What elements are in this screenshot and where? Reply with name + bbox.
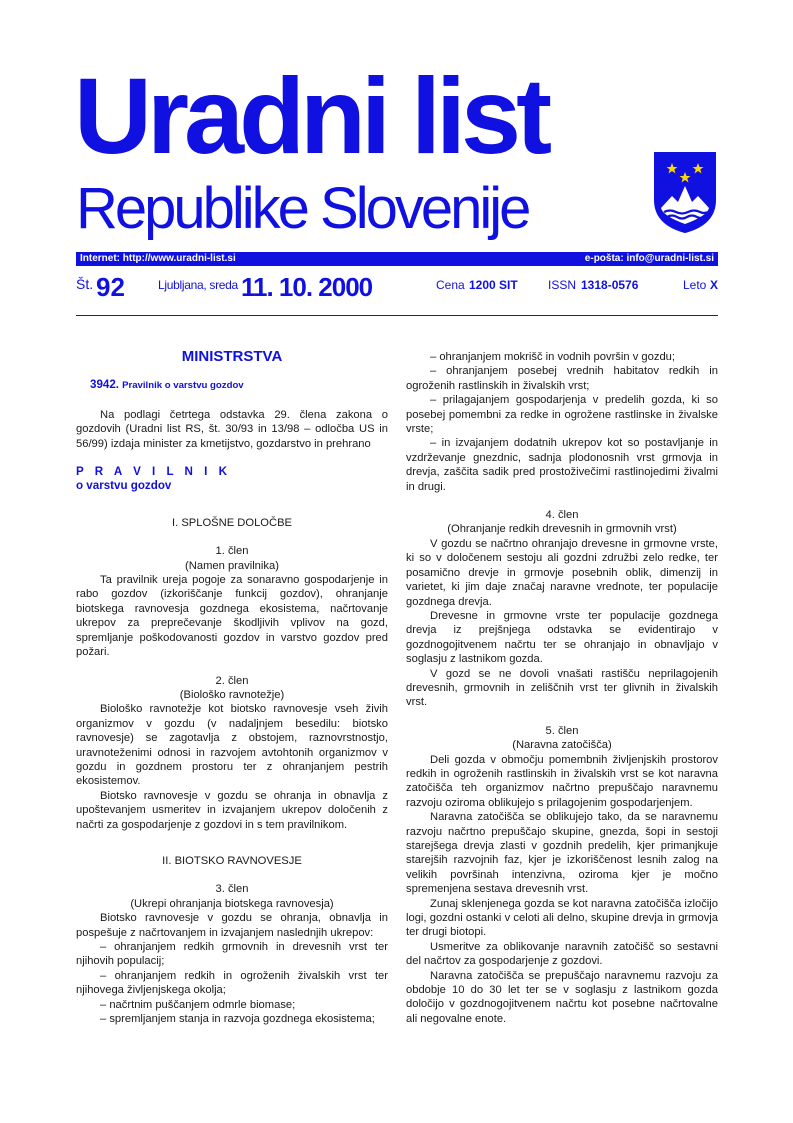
list-item: – ohranjanjem mokrišč in vodnih površin v gozdu; xyxy=(430,351,676,363)
paragraph: Zunaj sklenjenega gozda se kot naravna zatočišča izločijo logi, gozdni ostanki v celoti ali delno, skupine drevja in grmovja ter drugi biotopi. xyxy=(406,897,718,939)
issue-number-label: Št. xyxy=(76,276,94,292)
article-title: (Namen pravilnika) xyxy=(185,559,279,572)
slovenia-coat-of-arms-icon xyxy=(652,150,718,234)
year-label: Leto xyxy=(683,278,707,292)
issue-number: 92 xyxy=(96,272,125,302)
email-link[interactable]: e-pošta: info@uradni-list.si xyxy=(584,253,714,264)
article-title: (Ohranjanje redkih drevesnih in grmovnih vrst) xyxy=(447,523,677,536)
issn-label: ISSN xyxy=(548,278,577,292)
paragraph: Naravna zatočišča se oblikujejo tako, da se naravnemu razvoju načrtno prepuščajo skupine, gnezda, šopi in sestoji starejšega drevja zlasti v gozdnih predelih, kjer primanjkuje starejših razvojnih faz, kjer je izkoriščenost lesnih zalog na velikih površinah intenzivna, oziroma kjer je močno spremenjena sestava drevesnih vrst. xyxy=(406,811,718,896)
price-label: Cena xyxy=(436,278,465,292)
paragraph: V gozdu se načrtno ohranjajo drevesne in grmovne vrste, ki so v določenem sestoju ali gozdni združbi zelo redke, ter posamično drevje in grmovje posebnih oblik, dimenzij in varietet, ki jim daje značaj naravne vrednote, ter populacije gozdnega drevja. xyxy=(406,537,718,608)
part-heading: II. BIOTSKO RAVNOVESJE xyxy=(162,854,302,867)
list-item: – ohranjanjem posebej vrednih habitatov redkih in ogroženih rastlinskih in živalskih vrst; xyxy=(406,365,718,392)
right-column xyxy=(406,350,718,1026)
article-number: 4. člen xyxy=(545,509,579,522)
paragraph: Biotsko ravnovesje v gozdu se ohranja, obnavlja in pospešuje z načrtovanjem in izvajanjem naslednjih ukrepov: xyxy=(76,912,388,939)
website-link[interactable]: Internet: http://www.uradni-list.si xyxy=(80,253,236,264)
list-item: – spremljanjem stanja in razvoja gozdnega ekosistema; xyxy=(100,1013,375,1026)
issue-place-day: Ljubljana, sreda xyxy=(158,278,238,292)
header-divider xyxy=(76,315,718,316)
article-number: 3. člen xyxy=(215,883,249,896)
paragraph: Drevesne in grmovne vrste ter populacije gozdnega drevja iz prejšnjega odstavka se evidentirajo v gozdnogojitvenem načrtu ter se ohranjajo in obnavljajo v soglasju z lastnikom gozda. xyxy=(406,609,718,666)
left-column xyxy=(76,350,388,1026)
issn-value: 1318-0576 xyxy=(581,278,639,292)
paragraph: V gozd se ne dovoli vnašati rastišču neprilagojenih drevesnih, grmovnih in zeliščnih vrst ter glivnih in živalskih vrst. xyxy=(406,667,718,709)
paragraph: Naravna zatočišča se prepuščajo naravnemu razvoju za obdobje 10 do 30 let ter se v soglasju z lastnikom gozda določijo v gozdnogojitvenem načrtu kot posebne načrtovalne ali negovalne enote. xyxy=(406,969,718,1025)
link-bar xyxy=(76,252,718,266)
document-subject: o varstvu gozdov xyxy=(76,479,172,493)
paragraph: Usmeritve za oblikovanje naravnih zatočišč so sestavni del načrtov za gospodarjenje z gozdovi. xyxy=(406,940,718,968)
year-value: X xyxy=(710,278,719,292)
document-type: P R A V I L N I K xyxy=(76,465,231,479)
article-title: (Naravna zatočišča) xyxy=(512,739,612,752)
list-item: – ohranjanjem redkih grmovnih in drevesnih vrst ter njihovih populacij; xyxy=(76,941,388,968)
paragraph: Ta pravilnik ureja pogoje za sonaravno gospodarjenje in rabo gozdov (izkoriščanje funkcij gozdov), ohranjanje biotskega ravnovesja gozdnega ekosistema, načrtovanje ukrepov za preprečevanje škodljivih vplivov na gozd, spremljanje poškodovanosti gozdov in varstvo gozdov pred požari. xyxy=(76,574,388,659)
masthead-title: Uradni list xyxy=(74,55,548,176)
paragraph: Deli gozda v območju pomembnih življenjskih prostorov redkih in ogroženih rastlinskih in živalskih vrst se kot naravna zatočišča teh organizmov načrtno prepuščajo naravnemu razvoju oziroma oblikujejo s prilagojenim gospodarjenjem. xyxy=(406,753,718,809)
article-title: (Ukrepi ohranjanja biotskega ravnovesja) xyxy=(130,897,334,910)
section-heading: MINISTRSTVA xyxy=(181,348,283,365)
article-title: (Biološko ravnotežje) xyxy=(179,688,285,701)
price-value: 1200 SIT xyxy=(469,278,518,292)
part-heading: I. SPLOŠNE DOLOČBE xyxy=(172,516,292,529)
issue-date: 11. 10. 2000 xyxy=(241,272,373,302)
list-item: – in izvajanjem dodatnih ukrepov kot so postavljanje in vzdrževanje gnezdnic, sadnja plodonosnih vrst grmovja in drevja, zaščita sadik pred prostoživečimi rastlinojedimi živalmi in drugi. xyxy=(406,437,718,493)
paragraph: Biološko ravnotežje kot biotsko ravnovesje vseh živih organizmov v gozdu (v nadaljnjem besedilu: biotsko ravnovesje) se zagotavlja z obstojem, raznovrstnostjo, uravnoteženimi odnosi in razvojem avtohtonih organizmov v gozdu in gozdnem prostoru ter z ohranjanjem pestrih ekosistemov. xyxy=(76,703,388,788)
issue-info xyxy=(76,272,718,308)
article-number: 5. člen xyxy=(545,724,579,737)
list-item: – načrtnim puščanjem odmrle biomase; xyxy=(100,998,296,1011)
masthead-subtitle: Republike Slovenije xyxy=(76,176,529,241)
paragraph: Biotsko ravnovesje v gozdu se ohranja in obnavlja z upoštevanjem usmeritev in izvajanjem ukrepov določenih z načrti za gospodarjenje z gozdovi in s tem pravilnikom. xyxy=(76,789,388,831)
act-heading: 3942. Pravilnik o varstvu gozdov xyxy=(90,378,244,392)
list-item: – prilagajanjem gospodarjenja v predelih gozda, ki so posebej pomembni za redke in ogrožene rastlinske in živalske vrste; xyxy=(406,394,718,436)
intro-paragraph: Na podlagi četrtega odstavka 29. člena zakona o gozdovih (Uradni list RS, št. 30/93 in 13/98 – odločba US in 56/99) izdaja minister za kmetijstvo, gozdarstvo in prehrano xyxy=(76,408,388,450)
article-number: 2. člen xyxy=(215,674,249,687)
list-item: – ohranjanjem redkih in ogroženih živalskih vrst ter njihovega življenjskega okolja; xyxy=(76,969,388,997)
article-number: 1. člen xyxy=(215,545,249,558)
